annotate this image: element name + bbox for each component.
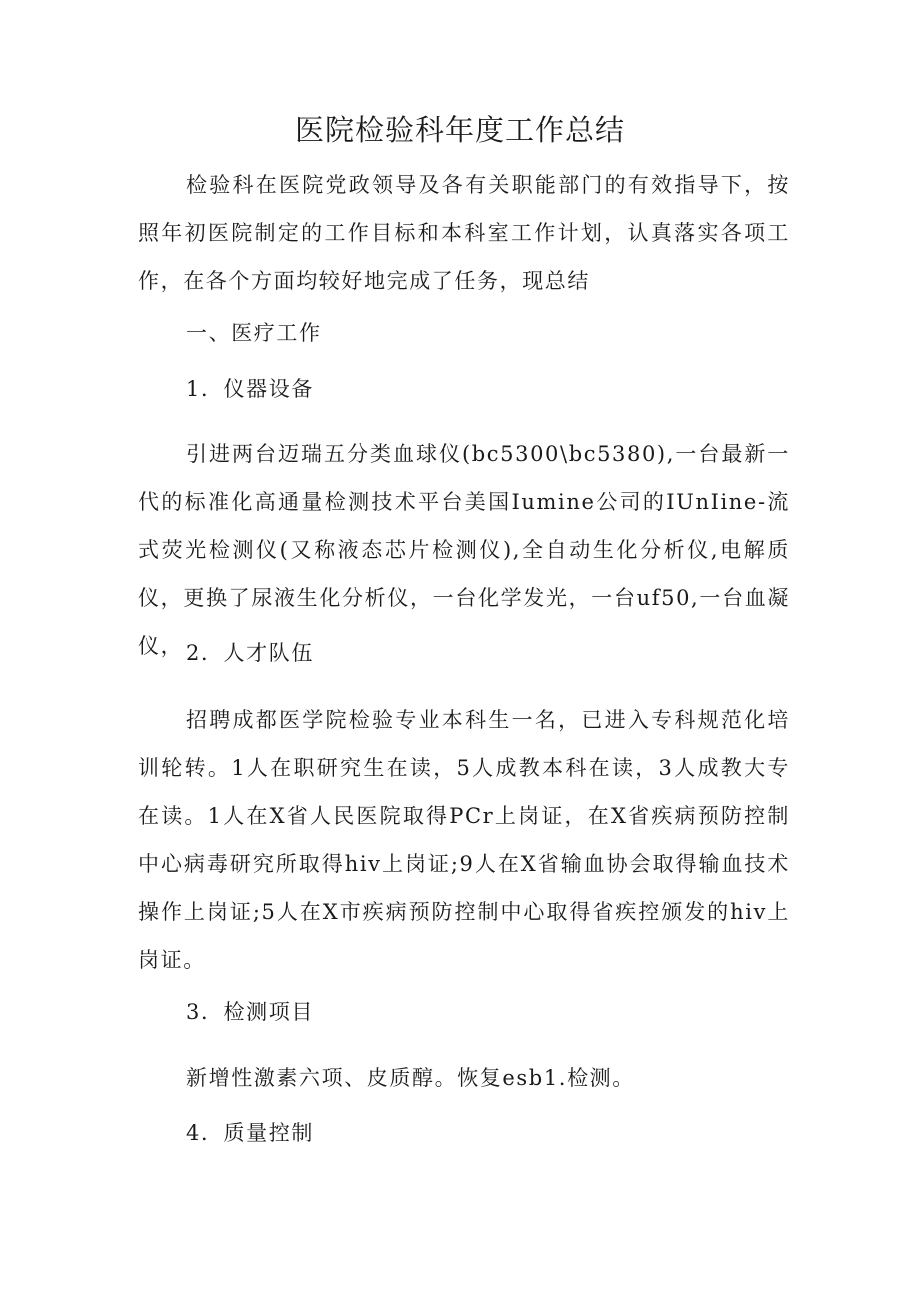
test-items-paragraph: 新增性激素六项、皮质醇。恢复esb1.检测。 <box>186 1066 635 1090</box>
talent-team-paragraph: 招聘成都医学院检验专业本科生一名，已进入专科规范化培训轮转。1人在职研究生在读，5人成教本科在读，3人成教大专在读。1人在X省人民医院取得PCr上岗证，在X省疾病预防控制中心病毒研究所取得hiv上岗证;9人在X省输血协会取得输血技术操作上岗证;5人在X市疾病预防控制中心取得省疾控颁发的hiv上岗证。 <box>138 708 790 972</box>
intro-paragraph: 检验科在医院党政领导及各有关职能部门的有效指导下，按照年初医院制定的工作目标和本科室工作计划，认真落实各项工作，在各个方面均较好地完成了任务，现总结 <box>138 173 790 293</box>
item-heading-quality-control: 4．质量控制 <box>186 1121 314 1145</box>
section-heading-medical-work: 一、医疗工作 <box>186 321 322 345</box>
item-heading-equipment: 1．仪器设备 <box>186 377 314 401</box>
item-heading-talent-team: 2．人才队伍 <box>186 641 314 665</box>
equipment-paragraph: 引进两台迈瑞五分类血球仪(bc5300\bc5380),一台最新一代的标准化高通量检测技术平台美国Iumine公司的IUnIine-流式荧光检测仪(又称液态芯片检测仪),全自动生化分析仪,电解质仪，更换了尿液生化分析仪，一台化学发光，一台uf50,一台血凝仪， <box>138 442 790 658</box>
page-title: 医院检验科年度工作总结 <box>294 113 625 147</box>
item-heading-test-items: 3．检测项目 <box>186 1000 314 1024</box>
